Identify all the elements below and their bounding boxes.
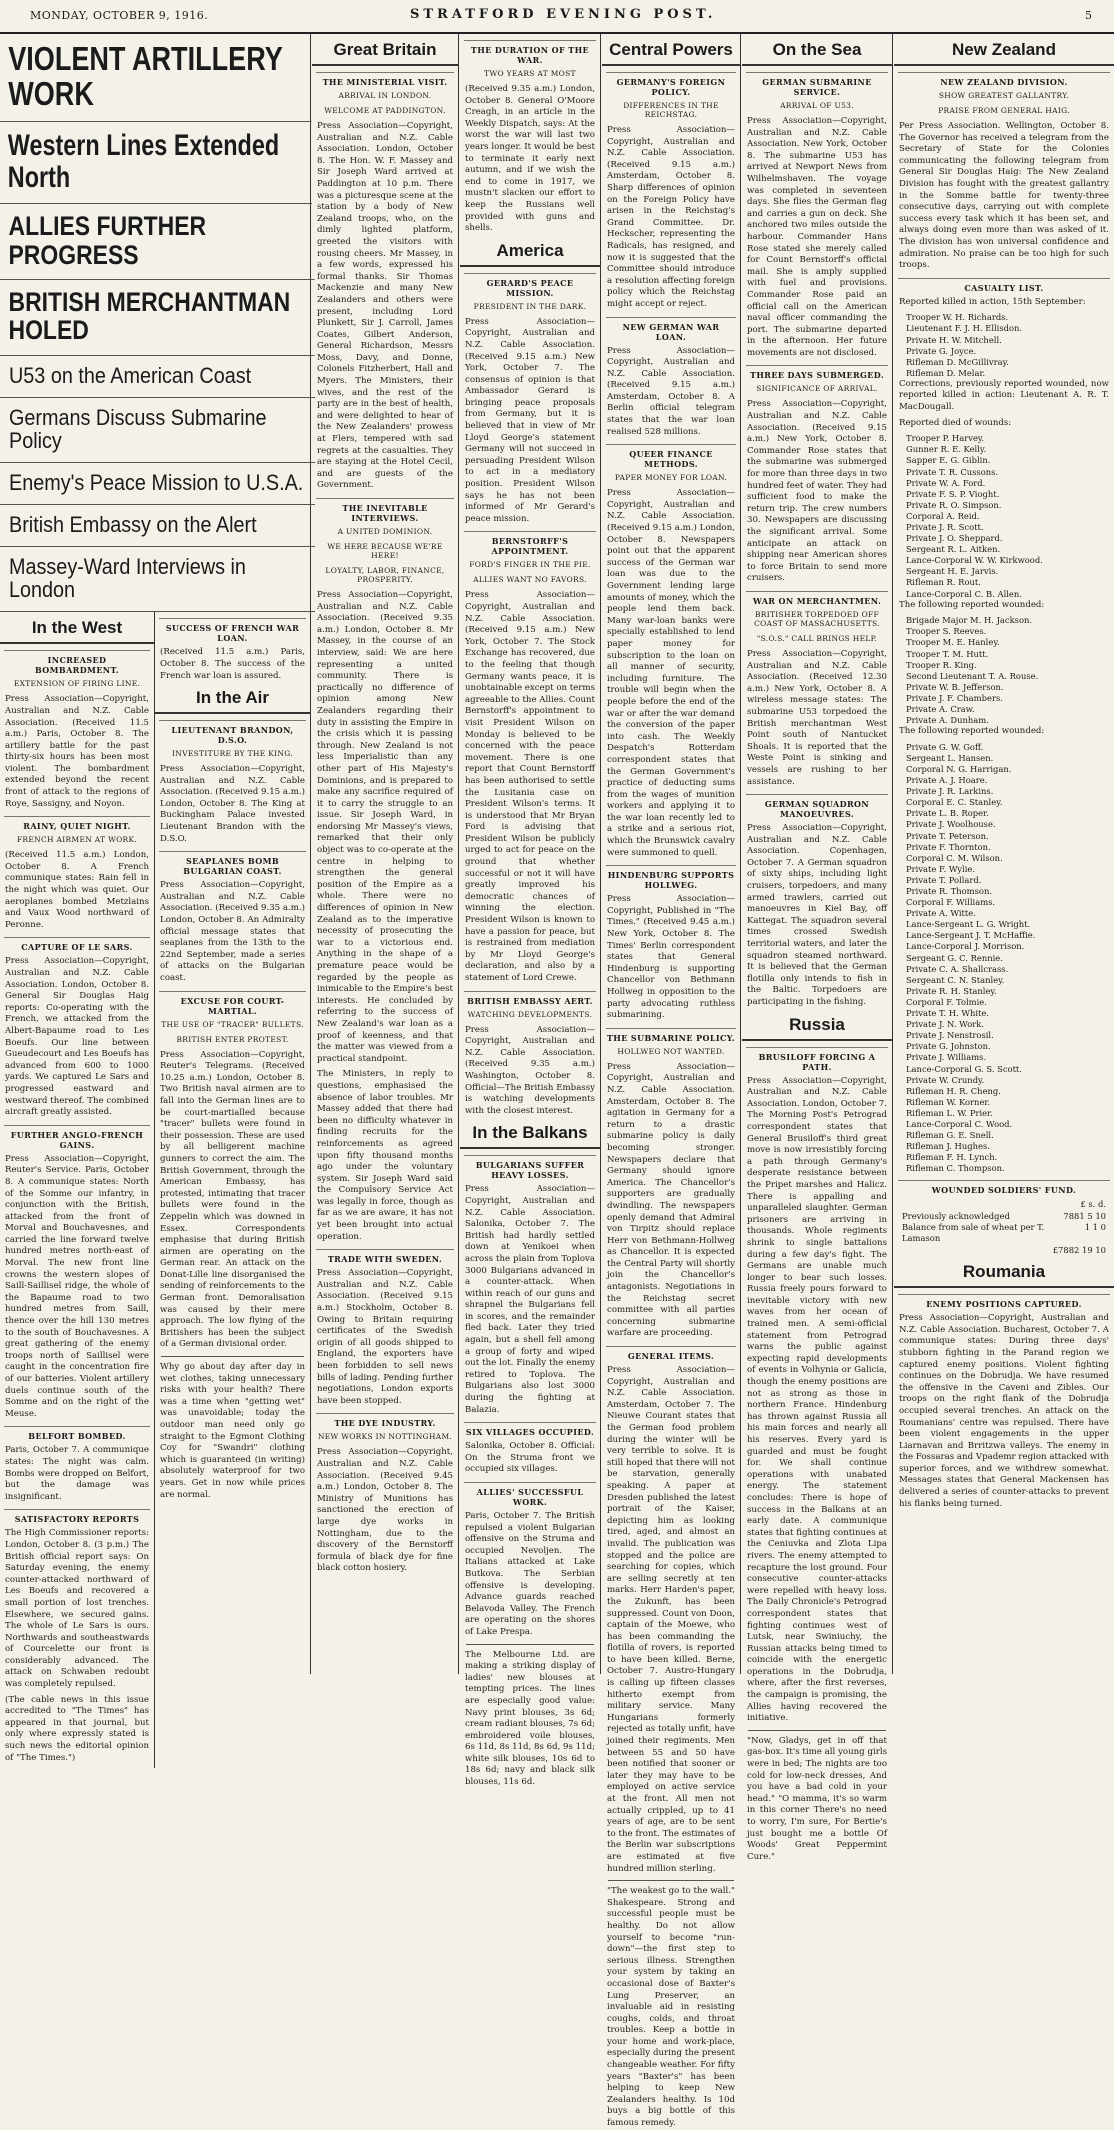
casualty-list-died xyxy=(906,433,1108,599)
article-text: Paris, October 7. A communique states: The night was calm. Bombs were dropped on Belfort, but the damage was insignificant. xyxy=(5,1445,149,1502)
subhead: SHOW GREATEST GALLANTRY. xyxy=(938,91,1070,100)
subhead: FURTHER ANGLO-FRENCH GAINS. xyxy=(4,1125,150,1150)
article-text: Per Press Association. Wellington, October 8. The Governor has received a telegram from the Secretary of State for the Colonies communicating the following telegram from General Sir Douglas Haig: The New Zealand Division has fought with the greatest gallantry in the Somme battle for twenty-three consecutive days, carrying out with complete success every task which it has been set, and always doing even more than was asked of it. The division has won universal confidence and admiration. No praise can be too high for such troops. xyxy=(899,121,1109,271)
section-title-new-zealand: New Zealand xyxy=(894,40,1114,66)
casualty-name: Rifleman R. Rout. xyxy=(906,577,981,588)
casualty-name: Rifleman D. Melar. xyxy=(906,367,986,378)
casualty-name: Private J. O. Sheppard. xyxy=(906,533,1003,544)
subhead: CASUALTY LIST. xyxy=(898,278,1110,293)
casualty-name: Sergeant G. C. Rennie. xyxy=(906,952,1003,963)
casualty-name: Private F. Wylie. xyxy=(906,863,975,874)
section-title-roumania: Roumania xyxy=(894,1262,1114,1288)
subhead: ALLIES' SUCCESSFUL WORK. xyxy=(464,1482,596,1507)
column-2 xyxy=(312,34,459,1674)
casualty-name: Private R. H. Stanley. xyxy=(906,985,997,996)
casualty-name: Private W. A. Ford. xyxy=(906,477,986,488)
section-title-on-the-sea: On the Sea xyxy=(742,40,892,66)
article-text: Corrections, previously reported wounded, now reported killed in action: Lieutenant A. R. T. MacDougall. xyxy=(899,378,1109,413)
advertisement-text: The Melbourne Ltd. are making a striking display of ladies' new blouses at tempting prices. The lines are especially good value: Navy print blouses, 3s 6d; cream radiant blouses, 7s 6d; embroidered voile blouses, 6s 11d, 8s 11d, 8s 6d, 9s 11d; white silk blouses, 10s 6d to 18s 6d; navy and black silk blouses, 11s 6d. xyxy=(465,1649,596,1788)
casualty-list-wounded-2 xyxy=(906,742,1108,1175)
section-title-balkans: In the Balkans xyxy=(460,1123,600,1149)
casualty-name: Sapper E. G. Giblin. xyxy=(906,455,991,466)
advertisement-text: Why go about day after day in wet clothes, taking unnecessary risks with your health? There was a time when "getting wet" was unavoidable; today the outdoor man need only go straight to the Egmont Clothing Coy for "Swandri" clothing which is guaranteed (in writing) absolutely waterproof for two years. Get in now while prices are normal. xyxy=(160,1362,305,1500)
subhead: NEW ZEALAND DIVISION. xyxy=(898,72,1110,87)
subhead: THREE DAYS SUBMERGED. xyxy=(746,365,888,380)
section-title-west: In the West xyxy=(0,618,154,644)
casualty-name: Private R. Thomson. xyxy=(906,886,993,896)
fund-value: 1 1 0 xyxy=(1084,1222,1106,1233)
casualty-name: Private T. Peterson. xyxy=(906,830,989,841)
fund-label: Previously acknowledged xyxy=(902,1210,1010,1221)
casualty-list-killed xyxy=(906,312,1108,379)
editorial-note: (The cable news in this issue accredited to "The Times" has appeared in that journal, but only where expressly stated is such news the editorial opinion of "The Times.") xyxy=(5,1694,149,1763)
column-3 xyxy=(460,34,601,1788)
subhead: THE USE OF "TRACER" BULLETS. xyxy=(161,1019,304,1029)
casualty-name: Rifleman H. R. Cheng. xyxy=(906,1085,1001,1096)
subhead: THE DYE INDUSTRY. xyxy=(316,1413,454,1428)
article-text: The Ministers, in reply to questions, emphasised the absence of labor troubles. Mr Massey added that there had been no difficulty whatever in finding recruits for the reinforcements as agreed upon fifty thousand months ago under the voluntary system. Sir Joseph Ward said the Compulsory Service Act was legally in force, though as far as we are aware, it has not yet been brought into actual operation. xyxy=(317,1069,453,1242)
article-text: (Received 9.35 a.m.) London, October 8. General O'Moore Creagh, in an article in the Weekly Dispatch, says: At the worst the war will last two years longer. It would be best to terminate it early next autumn, and if we wish the end to come in 1917, we mustn't slacken our effort to keep the Russians well provided with guns and shells. xyxy=(465,84,595,234)
subhead: LIEUTENANT BRANDON, D.S.O. xyxy=(159,720,306,745)
casualty-name: Private J. R. Larkins. xyxy=(906,786,994,797)
casualty-name: Private J. R. Scott. xyxy=(906,522,984,532)
fund-label: Balance from sale of wheat per T. Lamason xyxy=(902,1222,1045,1244)
headline-1: VIOLENT ARTILLERY WORK xyxy=(0,34,312,122)
paper-name: STRATFORD EVENING POST. xyxy=(410,7,717,22)
subhead: CAPTURE OF LE SARS. xyxy=(4,937,150,952)
section-title-america: America xyxy=(460,241,600,267)
casualty-name: Private J. Nenstrosil. xyxy=(906,1030,994,1041)
subhead: WATCHING DEVELOPMENTS. xyxy=(467,1009,593,1019)
article-text: (Received 11.5 a.m.) Paris, October 8. The success of the French war loan is assured. xyxy=(160,647,305,681)
casualty-name: Corporal F. Tolmie. xyxy=(906,996,987,1007)
casualty-name: Private J. Woolhouse. xyxy=(906,819,996,830)
column-6 xyxy=(894,34,1114,1674)
fund-value: 7881 5 10 xyxy=(1063,1210,1106,1221)
subhead: HOLLWEG NOT WANTED. xyxy=(617,1046,725,1056)
section-title-great-britain: Great Britain xyxy=(312,40,458,66)
subhead: PAPER MONEY FOR LOAN. xyxy=(614,473,728,483)
subhead: PRESIDENT IN THE DARK. xyxy=(473,301,587,311)
article-text: Press Association—Copyright, Australian and N.Z. Cable Association. (Received 9.35 a.m.) London, October 8. An Admiralty official message states that seaplanes from the 13th to the 22nd September, made a series of attacks on the Bulgarian coast. xyxy=(160,880,305,983)
casualty-name: Brigade Major M. H. Jackson. xyxy=(906,615,1033,626)
article-text: Press Association—Copyright, Australian and N.Z. Cable Association. (Received 9.15 a.m.) London, October 8. Newspapers point out that the apparent success of the German war loan was due to the Government lending large amounts of money, which the people lend them back. Many war-loan banks were specially established to lend paper money for subscription to the loan on all manner of security, including furniture. The trouble will begin when the people before the end of the war or after the war demand the conversion of the paper into cash. The Weekly Despatch's Rotterdam correspondent states that the German Government's practice of deducting sums from the wages of munition workers and applying it to the war loan recently led to a strike and a serious riot, which the Brunswick cavalry were summoned to quell. xyxy=(607,488,735,858)
casualty-name: Private J. F. Chambers. xyxy=(906,692,1003,703)
article-text: Salonika, October 8. Official: On the Struma front we occupied six villages. xyxy=(465,1441,595,1475)
subhead: GERMAN SUBMARINE SERVICE. xyxy=(746,72,888,97)
subhead: EXCUSE FOR COURT-MARTIAL. xyxy=(159,991,306,1016)
casualty-name: Private G. W. Goff. xyxy=(906,741,984,752)
subhead: EXTENSION OF FIRING LINE. xyxy=(13,679,141,689)
subhead: GENERAL ITEMS. xyxy=(606,1346,736,1361)
subhead: RAINY, QUIET NIGHT. xyxy=(4,816,150,831)
subhead: BRUSILOFF FORCING A PATH. xyxy=(746,1047,888,1072)
casualty-name: Corporal A. Reid. xyxy=(906,510,980,521)
subhead: ARRIVAL IN LONDON. xyxy=(338,91,432,100)
casualty-name: Private G. Johnston. xyxy=(906,1041,991,1052)
casualty-name: Private A. Witte. xyxy=(906,908,976,919)
divider xyxy=(608,1880,734,1881)
casualty-name: Trooper M. E. Hanley. xyxy=(906,637,1000,648)
subhead: "S.O.S." CALL BRINGS HELP. xyxy=(756,633,878,643)
headline-5: U53 on the American Coast xyxy=(0,356,315,398)
casualty-name: Private F. Thornton. xyxy=(906,841,991,852)
subhead: HINDENBURG SUPPORTS HOLLWEG. xyxy=(606,865,736,890)
subhead: ALLIES WANT NO FAVORS. xyxy=(473,575,587,585)
casualty-name: Private T. H. White. xyxy=(906,1008,989,1019)
headline-8: British Embassy on the Alert xyxy=(0,505,315,547)
casualty-name: Private T. R. Cussons. xyxy=(906,466,999,477)
article-text: Press Association—Copyright, Australian and N.Z. Cable Association. (Received 9.35 a.m.) London, October 8. Mr Massey, in the course of an interview, said: We are here representing a united community. There is practically no difference of opinion among New Zealanders regarding their duty in assisting the Empire in the crisis which it is passing through. New Zealand is not less Imperialistic than any other part of His Majesty's Dominions, and is prepared to make any sacrifice required of it to carry the struggle to an issue. Sir Joseph Ward, in endorsing Mr Massey's views, remarked that their only object was to co-operate at the centre in helping to strengthen the general position of the Empire as a whole. There were no differences of opinion in New Zealand as to the imperative necessity of prosecuting the war to a victorious end. Anything in the shape of a premature peace would be regarded by the people as inimicable to the Empire's best interests. He concluded by referring to the success of New Zealand's war loan as a proof of keenness, and that the matter was viewed from a practical standpoint. xyxy=(317,590,453,1064)
article-text: Press Association—Copyright, Australian and N.Z. Cable Association. London, October 8. The Hon. W. F. Massey and Sir Joseph Ward arrived at Paddington at 10 p.m. There was a picturesque scene at the station by a body of New Zealand troops, who, on the dimly lighted platform, greeted the visitors with rousing cheers. Mr Massey, in a few words, expressed his formal thanks. Sir Thomas Mackenzie and many New Zealanders and others were present, including Lord Plunkett, Sir J. Carroll, James Coates, Gilbert Anderson, General Richardson, Messrs Moss, Davy, and Donne, Colonels Fitzherbert, Hall and Myers. The Ministers, their wives, and the rest of the party are in the best of health, and were delighted to hear of the New Zealanders' prowess at Flers, tempered with sad regrets at the casualties. They are staying at the Hotel Cecil, and are guests of the Government. xyxy=(317,121,453,491)
subhead: GERARD'S PEACE MISSION. xyxy=(464,273,596,298)
article-text: Press Association—Copyright, Australian and N.Z. Cable Association. Salonika, October 7. The British had hardly settled down at Yenikoei when across the plain from Toplova 3000 Bulgarians advanced in a counter-attack. When within reach of our guns and shrapnel the Bulgarians fell in scores, and the remainder fled back. Later they tried again, but a shell fell among a group of forty and wiped out the lot. Finally the enemy retired to Toplova. The Bulgarians also lost 3000 during the fighting at Balazia. xyxy=(465,1184,595,1415)
article-text: Press Association—Copyright, Australian and N.Z. Cable Association. Amsterdam, October 7. The Nieuwe Courant states that the German food problem during the winter will be very terrible to solve. It is still hoped that there will not be starvation, generally speaking. A paper at Dresden published the latest portrait of the Kaiser, depicting him as looking tired, aged, and almost an invalid. The publication was stopped and the police are searching for copies, which are selling secretly at ten marks. Herr Harden's paper, the Zukunft, has been suppressed. Count von Doon, captain of the Moewe, who has been commanding the flotilla of rovers, is reported to have been killed. Berne, October 7. Austro-Hungary is calling up fifteen classes hitherto exempt from military service. Many Hungarians formerly rejected as totally unfit, have joined their regiments. Men between 55 and 50 have been notified that sooner or later they may have to be employed on active service at the front. All men not actually crippled, up to 41 years of age, are to be sent to the front. The estimates of the Berlin war subscriptions are estimated at five hundred million sterling. xyxy=(607,1365,735,1874)
section-title-russia: Russia xyxy=(742,1015,892,1041)
article-text: Press Association—Copyright, Reuter's Service. Paris, October 8. A communique states: North of the Somme our infantry, in conjunction with the British, attacked from the front of Morval and Bouchavesnes, and carried the line forward twelve hundred metres north-east of Morval. The new front line crowns the western slopes of Saill-Saillisel ridge, the whole of the Bapaume road to two hundred metres from Saill, thence over the hill 130 metres to the south of Bouchavesnes. A great gathering of the enemy troops north of Saillisel were caught in the concentration fire of our batteries. Violent artillery duels continue south of the Somme and on the right of the Meuse. xyxy=(5,1153,149,1419)
column-5 xyxy=(742,34,893,1862)
casualty-name: Private C. A. Shallcrass. xyxy=(906,963,1009,974)
article-text: Press Association—Copyright, Australian and N.Z. Cable Association. London, October 7. The Morning Post's Petrograd correspondent states that General Brusiloff's third great move is now irresistibly forcing a path through Germany's desperate resistance between the Pripet marshes and Halicz. There is appalling and unparalleled slaughter. German prisoners are arriving in thousands. Whole regiments shrink to single battalions during a few day's fight. The Germans are unable much longer to bear such losses. Russia freely pours forward to inevitable victory with new waves from her ocean of trained men. A semi-official statement from Petrograd warns the public against expecting rapid developments of events in Volhynia or Galicia, though the enemy positions are not as strong as those in northern France. Hindenburg has thrown against Russia all his main forces and nearly all his reserves. Every yard is guarded and must be fought for. We shall continue operations with unabated energy. The statement concludes: There is hope of success in the Balkans at an early date. A communique states that fighting continues at the Ceniuvka and Zlota Lipa rivers. The enemy attempted to recapture the lost ground. Four consecutive counter-attacks were repelled with heavy loss. The Daily Chronicle's Petrograd correspondent states that fighting continues west of Lutsk, near Swiniuchy, the Russian attacks being timed to coincide with the energetic operations in the Dobrudja, where, after the first reverses, the campaign is promising, the Allies having recovered the initiative. xyxy=(747,1075,887,1724)
masthead xyxy=(0,0,1114,34)
article-text: Press Association—Copyright, Reuter's Telegrams. (Received 10.25 a.m.) London, October 8. Two British naval airmen are to fall into the German lines are to be court-martialled because "tracer" bullets were found in their possession. These are used by all belligerent machine gunners to correct the aim. The British Government, through the American Embassy, has protested, intimating that tracer bullets were found in the Zeppelin which was downed in Essex. Correspondents emphasise that during British airmen are operating on the German rear. An attack on the Donat-Lille line disorganised the sending of reinforcements to the German front. Demoralisation was caused by their mere approach. The low flying of the Britishers has been the subject of a German divisional order. xyxy=(160,1049,305,1350)
casualty-name: Rifleman J. Hughes. xyxy=(906,1141,990,1152)
headline-3: ALLIES FURTHER PROGRESS xyxy=(0,204,315,280)
casualty-name: Private L. B. Roper. xyxy=(906,808,989,819)
fund-table xyxy=(902,1199,1106,1256)
subhead: NEW WORKS IN NOTTINGHAM. xyxy=(317,1432,453,1442)
casualty-name: Lance-Corporal C. B. Allen. xyxy=(906,588,1022,599)
headline-9: Massey-Ward Interviews in London xyxy=(0,547,315,612)
article-text: Paris, October 7. The British repulsed a violent Bulgarian offensive on the Struma and occupied Nevoljen. The Italians attacked at Lake Butkova. The Serbian offensive is developing. Advance guards reached Belavoda Valley. The French are operating on the shores of Lake Prespa. xyxy=(465,1511,595,1637)
subhead: DIFFERENCES IN THE REICHSTAG. xyxy=(623,101,719,119)
casualty-name: Rifleman W. Korner. xyxy=(906,1096,991,1107)
subhead: QUEER FINANCE METHODS. xyxy=(606,444,736,469)
casualty-name: Private A. Craw. xyxy=(906,704,975,714)
article-text: Press Association—Copyright, Australian and N.Z. Cable Association. (Received 9.15 a.m.) New York, October 7. The consensus of opinion is that Ambassador Gerard is bringing peace proposals from Germany, but it is believed that in view of Mr Lloyd George's statement Germany will not succeed in persuading President Wilson to act in a mediatory position. President Wilson says he has not been informed of Mr Gerard's peace mission. xyxy=(465,316,595,524)
article-text: (Received 11.5 a.m.) London, October 8. A French communique states: Rain fell in the night which was quiet. Our aeroplanes bombed Metzlains and Vaux Wood northward of Peronne. xyxy=(5,850,149,930)
subhead: SIGNIFICANCE OF ARRIVAL. xyxy=(756,384,878,394)
subhead: BELFORT BOMBED. xyxy=(4,1426,150,1441)
subhead: BULGARIANS SUFFER HEAVY LOSSES. xyxy=(464,1155,596,1180)
subhead: GERMANY'S FOREIGN POLICY. xyxy=(606,72,736,97)
casualty-name: Private W. Crundy. xyxy=(906,1074,985,1085)
casualty-name: Corporal E. C. Stanley. xyxy=(906,797,1003,808)
article-text: Press Association—Copyright, Australian and N.Z. Cable Association. (Received 9.15 a.m.) Amsterdam, October 8. A Berlin official telegram states that the war loan realised 528 millions. xyxy=(607,345,735,437)
casualty-name: Corporal F. Williams. xyxy=(906,897,996,908)
article-text: The following reported wounded: xyxy=(899,726,1045,737)
casualty-name: Second Lieutenant T. A. Rouse. xyxy=(906,670,1039,681)
subhead: A UNITED DOMINION. xyxy=(337,527,433,536)
article-text: Press Association—Copyright, Australian and N.Z. Cable Association. Amsterdam, October 8. The agitation in Germany for a return to a drastic submarine policy is daily becoming stronger. Newspapers declare that Germany should ignore America. The Chancellor's supporters are gradually dwindling. The newspapers openly demand that Admiral von Tirpitz should replace Herr von Bethmann-Hollweg as Chancellor. It is expected the Central Party will shortly join the Chancellor's antagonists. Negotiations in the Reichstag secret committee with all parties concerning submarine warfare are proceeding. xyxy=(607,1061,735,1339)
casualty-name: Private T. Pollard. xyxy=(906,874,982,885)
casualty-name: Corporal C. M. Wilson. xyxy=(906,852,1003,863)
casualty-name: Rifleman D. McGillivray. xyxy=(906,356,1009,367)
casualty-name: Rifleman G. E. Snell. xyxy=(906,1130,994,1141)
advertisement-text: "The weakest go to the wall." Shakespeare. Strong and successful people must be healthy. Do not allow yourself to become "run-down"—the first step to serious illness. Strengthen your system by taking an occasional dose of Baxter's Lung Preserver, an invaluable aid in resisting coughs, colds, and throat troubles. Keep a bottle in your home and work-place, especially during the present changeable weather. For fifty years "Baxter's" has been helping to keep New Zealanders healthy. Is 10d buys a big bottle of this famous remedy. xyxy=(607,1886,735,2129)
subhead: FRENCH AIRMEN AT WORK. xyxy=(16,835,138,845)
casualty-name: Lance-Corporal W. W. Kirkwood. xyxy=(906,555,1043,566)
casualty-name: Private H. W. Mitchell. xyxy=(906,334,1002,345)
casualty-name: Gunner R. E. Kelly. xyxy=(906,444,987,455)
casualty-name: Private R. O. Simpson. xyxy=(906,499,1002,510)
casualty-name: Private J. Williams. xyxy=(906,1052,987,1063)
casualty-name: Private A. J. Hoare. xyxy=(906,775,988,786)
casualty-name: Rifleman F. H. Lynch. xyxy=(906,1152,998,1163)
casualty-name: Lance-Corporal G. S. Scott. xyxy=(906,1063,1022,1074)
divider xyxy=(466,1644,594,1645)
headline-7: Enemy's Peace Mission to U.S.A. xyxy=(0,463,315,505)
subhead: WOUNDED SOLDIERS' FUND. xyxy=(898,1180,1110,1195)
article-text: Press Association—Copyright, Australian and N.Z. Cable Association. (Received 12.30 a.m.) New York, October 8. A wireless message states: The submarine U53 torpedoed the British merchantman West Point south of Nantucket Shoals. It is reported that the Weste Point is sinking and vessels are rushing to her assistance. xyxy=(747,648,887,787)
casualty-name: Private A. Dunham. xyxy=(906,715,989,726)
casualty-name: Sergeant C. N. Stanley. xyxy=(906,974,1005,985)
headline-6: Germans Discuss Submarine Policy xyxy=(0,398,315,463)
divider xyxy=(161,1356,304,1357)
casualty-name: Sergeant R. L. Aitken. xyxy=(906,544,1001,555)
subhead: BRITISHER TORPEDOED OFF COAST OF MASSACHUSETTS. xyxy=(754,609,880,628)
casualty-name: Sergeant L. Hansen. xyxy=(906,752,994,763)
casualty-name: Rifleman L. W. Prier. xyxy=(906,1107,993,1118)
article-text: Press Association—Copyright, Australian and N.Z. Cable Association. (Received 9.35 a.m.) Washington, October 8. Official—The British Embassy is watching developments with the closest interest. xyxy=(465,1024,595,1116)
casualty-name: Private J. N. Work. xyxy=(906,1019,984,1030)
subhead: TWO YEARS AT MOST xyxy=(484,69,576,78)
casualty-name: Private G. Joyce. xyxy=(906,345,977,356)
subhead: BRITISH ENTER PROTEST. xyxy=(176,1034,289,1044)
article-text: Press Association—Copyright, Australian and N.Z. Cable Association. (Received 9.45 a.m.) London, October 8. The Ministry of Munitions has sanctioned the erection of large dye works in Nottingham, due to the discovery of the Bernstorff formula of black dye for fine black cotton hosiery. xyxy=(317,1447,453,1574)
article-text: Reported killed in action, 15th September: xyxy=(899,296,1086,307)
subhead: THE SUBMARINE POLICY. xyxy=(606,1028,736,1043)
article-text: Press Association—Copyright, Australian and N.Z. Cable Association. New York, October 8. The submarine U53 has arrived at Newport News from Wilhelmshaven. The voyage was completed in seventeen days. She flies the German flag and carries a gun on deck. She anchored two miles outside the harbour. Commander Hans Rose stated she merely called for Count Bernstorff's official mail. She is amply supplied with fuel and provisions. Commander Rose paid an official call on the American naval officer commanding the port. The submarine departed in the afternoon. Her future movements are not disclosed. xyxy=(747,116,887,358)
subhead: THE INEVITABLE INTERVIEWS. xyxy=(316,498,454,523)
casualty-name: Lieutenant F. J. H. Ellisdon. xyxy=(906,323,1023,334)
casualty-name: Lance-Corporal C. Wood. xyxy=(906,1118,1013,1129)
subhead: TRADE WITH SWEDEN. xyxy=(316,1249,454,1264)
section-title-air: In the Air xyxy=(155,688,310,714)
casualty-name: Trooper P. Harvey. xyxy=(906,433,985,444)
subhead: BRITISH EMBASSY AERT. xyxy=(464,991,596,1006)
article-text: Press Association—Copyright, Australian and N.Z. Cable Association. Copenhagen, October 7. A German squadron of sixty ships, including light cruisers, torpedoers, and many armed trawlers, carried out manoeuvres in Kiel Bay, off Kattegat. The squadron several times crossed Swedish territorial waters, and later the squadron steamed northward. It is believed that the German flotilla only intends to fish in the Baltic. Torpedoers are participating in the fishing. xyxy=(747,823,887,1007)
casualty-name: Corporal N. G. Harrigan. xyxy=(906,763,1012,774)
subhead: SATISFACTORY REPORTS xyxy=(4,1509,150,1524)
casualty-list-wounded xyxy=(906,615,1108,726)
subhead: ARRIVAL OF U53. xyxy=(780,101,854,110)
fund-currency-header: £ s. d. xyxy=(1080,1199,1106,1210)
article-text: Press Association—Copyright, Australian and N.Z. Cable Association. (Received 9.15 a.m.) New York, October 8. Commander Rose states that the submarine was submerged for more than three days in two hundred feet of water. They had sufficient food to make the return trip. The crew numbers 30. Newspapers are discussing the significant arrival. Some anticipate an attack on shipping near American shores to force Britain to send more cruisers. xyxy=(747,399,887,584)
section-title-central-powers: Central Powers xyxy=(602,40,740,66)
article-text: Press Association—Copyright, Australian and N.Z. Cable Association. (Received 11.5 a.m.) Paris, October 8. The artillery battle for the past thirty-six hours has been most violent. The bombardment extended beyond the recent front of attack to the regions of Roye, Sassigny, and Noyon. xyxy=(5,694,149,809)
casualty-name: Private F. S. P. Vioght. xyxy=(906,488,1000,499)
subhead: SUCCESS OF FRENCH WAR LOAN. xyxy=(159,618,306,643)
subhead: ENEMY POSITIONS CAPTURED. xyxy=(898,1294,1110,1309)
casualty-name: Trooper S. Reeves. xyxy=(906,626,987,637)
divider xyxy=(748,1730,886,1731)
article-text: The following reported wounded: xyxy=(899,599,1045,610)
subhead: WELCOME AT PADDINGTON. xyxy=(324,106,446,115)
article-text: Reported died of wounds: xyxy=(899,417,1012,428)
casualty-name: Trooper T. M. Hutt. xyxy=(906,648,989,659)
column-4 xyxy=(602,34,741,2129)
fund-total: £7882 19 10 xyxy=(1052,1244,1106,1255)
article-text: Press Association—Copyright, Australian and N.Z. Cable Association. Bucharest, October 7. A communique states: During three days' stubborn fighting in the Parand region we captured enemy positions. Violent fighting continues on the Dobrudja. We have resumed the offensive in the Caveni and Zibles. Our troops on the right flank of the Dobrudja occupied several trenches. An attack on the Roumanians' centre was repulsed. There have been violent engagements in the upper Liarnavan and Brritzwa valleys. The enemy in the Fossaras and Vpademr region attacked with superior forces, and we withdrew somewhat. Messages states that General Mackensen has delivered a series of counter-attacks to prevent his flanks being turned. xyxy=(899,1313,1109,1509)
subhead: INCREASED BOMBARDMENT. xyxy=(4,650,150,675)
casualty-name: Lance-Sergeant J. T. McHaffie. xyxy=(906,930,1036,941)
casualty-name: Private W. B. Jefferson. xyxy=(906,681,1004,692)
casualty-name: Sergeant H. E. Jarvis. xyxy=(906,566,999,577)
casualty-name: Trooper W. H. Richards. xyxy=(906,312,1009,323)
subhead: WE HERE BECAUSE WE'RE HERE! xyxy=(327,542,443,560)
article-text: Press Association—Copyright, Australian and N.Z. Cable Association. (Received 9.15 a.m.) London, October 8. The King at Buckingham Palace invested Lieutenant Brandon with the D.S.O. xyxy=(160,764,305,844)
subhead: BERNSTORFF'S APPOINTMENT. xyxy=(464,531,596,556)
article-text: Press Association—Copyright, Australian and N.Z. Cable Association. (Received 9.15 a.m.) New York, October 7. The Stock Exchange has recovered, due to the feeling that though Germany wants peace, it is unobtainable except on terms agreeable to the Allies. Count Bernstorff's appointment to visit President Wilson on Monday is believed to be concerned with the peace movement. There is one report that Count Bernstorff has been authorised to settle the Lusitania case on President Wilson's terms. It is understood that Mr Bryan Ford is advising that President Wilson be publicly urged to act for peace on the ground that whether successful or not it will have greatly improved his democratic chances of winning the election. President Wilson is known to have a passion for peace, but is restrained from mediation by Mr Lloyd George's declaration, and also by a statement of Lord Crewe. xyxy=(465,590,595,983)
subhead: SIX VILLAGES OCCUPIED. xyxy=(464,1422,596,1437)
subhead: INVESTITURE BY THE KING. xyxy=(172,749,293,759)
subhead: LOYALTY, LABOR, FINANCE, PROSPERITY. xyxy=(325,566,445,584)
subhead: FORD'S FINGER IN THE PIE. xyxy=(469,560,591,570)
article-text: The High Commissioner reports: London, October 8. (3 p.m.) The British official report says: On Saturday evening, the enemy counter-attacked northward of Les Boeufs and recovered a small portion of lost trenches. Elsewhere, we secured gains. The whole of Le Sars is ours. Northwards and southeastwards of Courcelette our front is considerably advanced. The attack on Schwaben redoubt was completely repulsed. xyxy=(5,1528,149,1690)
subhead: GERMAN SQUADRON MANOEUVRES. xyxy=(746,794,888,819)
page-number: 5 xyxy=(1085,9,1092,22)
casualty-name: Trooper R. King. xyxy=(906,659,977,670)
subhead: SEAPLANES BOMB BULGARIAN COAST. xyxy=(159,851,306,876)
article-text: Press Association—Copyright, Australian and N.Z. Cable Association. (Received 9.15 a.m.) Stockholm, October 8. Owing to Britain requiring certificates of the Swedish origin of all goods shipped to England, the exporters have been forbidden to sell news bills of lading. Pending further negotiations, London exports have been stopped. xyxy=(317,1268,453,1406)
headline-2: Western Lines Extended North xyxy=(0,122,312,204)
casualty-name: Lance-Corporal J. Morrison. xyxy=(906,941,1025,952)
article-text: Press Association—Copyright, Australian and N.Z. Cable Association. (Received 9.15 a.m.) Amsterdam, October 8. Sharp differences of opinion on the Foreign Policy have arisen in the Reichstag's Grand Committee. Dr. Heckscher, representing the Radicals, has resigned, and now it is suggested that the Committee should introduce a resolution affecting foreign policy which the Reichstag might accept or reject. xyxy=(607,125,735,309)
subhead: THE MINISTERIAL VISIT. xyxy=(316,72,454,87)
advertisement-text: "Now, Gladys, get in off that gas-box. It's time all young girls were in bed; The nights are too cold for low-neck dresses, And you have a bad cold in your head." "O mamma, it's so warm in this corner There's no need to worry, I'm sure, For Bertie's just bought me a bottle Of Woods' Great Peppermint Cure." xyxy=(747,1735,887,1862)
article-text: Press Association—Copyright, Australian and N.Z. Cable Association. London, October 8. General Sir Douglas Haig reports: Co-operating with the French, we attacked from the Albert-Bapaume road to Les Boeufs. Our line between Gueudecourt and Les Boeufs has advanced from 600 to 1000 yards. We captured Le Sars and progressed eastward and westward thereof. The combined aircraft greatly assisted. xyxy=(5,956,149,1118)
casualty-name: Lance-Sergeant L. G. Wright. xyxy=(906,919,1031,930)
article-text: Press Association—Copyright, Published in "The Times." (Received 9.45 a.m.) New York, October 8. The Times' Berlin correspondent states that General Hindenburg is supporting Chancellor von Bethmann Hollweg in opposition to the party advocating ruthless submarining. xyxy=(607,894,735,1021)
column-1 xyxy=(0,34,311,1763)
subhead: WAR ON MERCHANTMEN. xyxy=(746,591,888,606)
headline-4: BRITISH MERCHANTMAN HOLED xyxy=(0,280,315,356)
subhead: NEW GERMAN WAR LOAN. xyxy=(606,317,736,342)
subhead: THE DURATION OF THE WAR. xyxy=(464,40,596,65)
casualty-name: Rifleman C. Thompson. xyxy=(906,1163,1005,1174)
subhead: PRAISE FROM GENERAL HAIG. xyxy=(938,106,1070,115)
issue-date: MONDAY, OCTOBER 9, 1916. xyxy=(30,9,209,22)
